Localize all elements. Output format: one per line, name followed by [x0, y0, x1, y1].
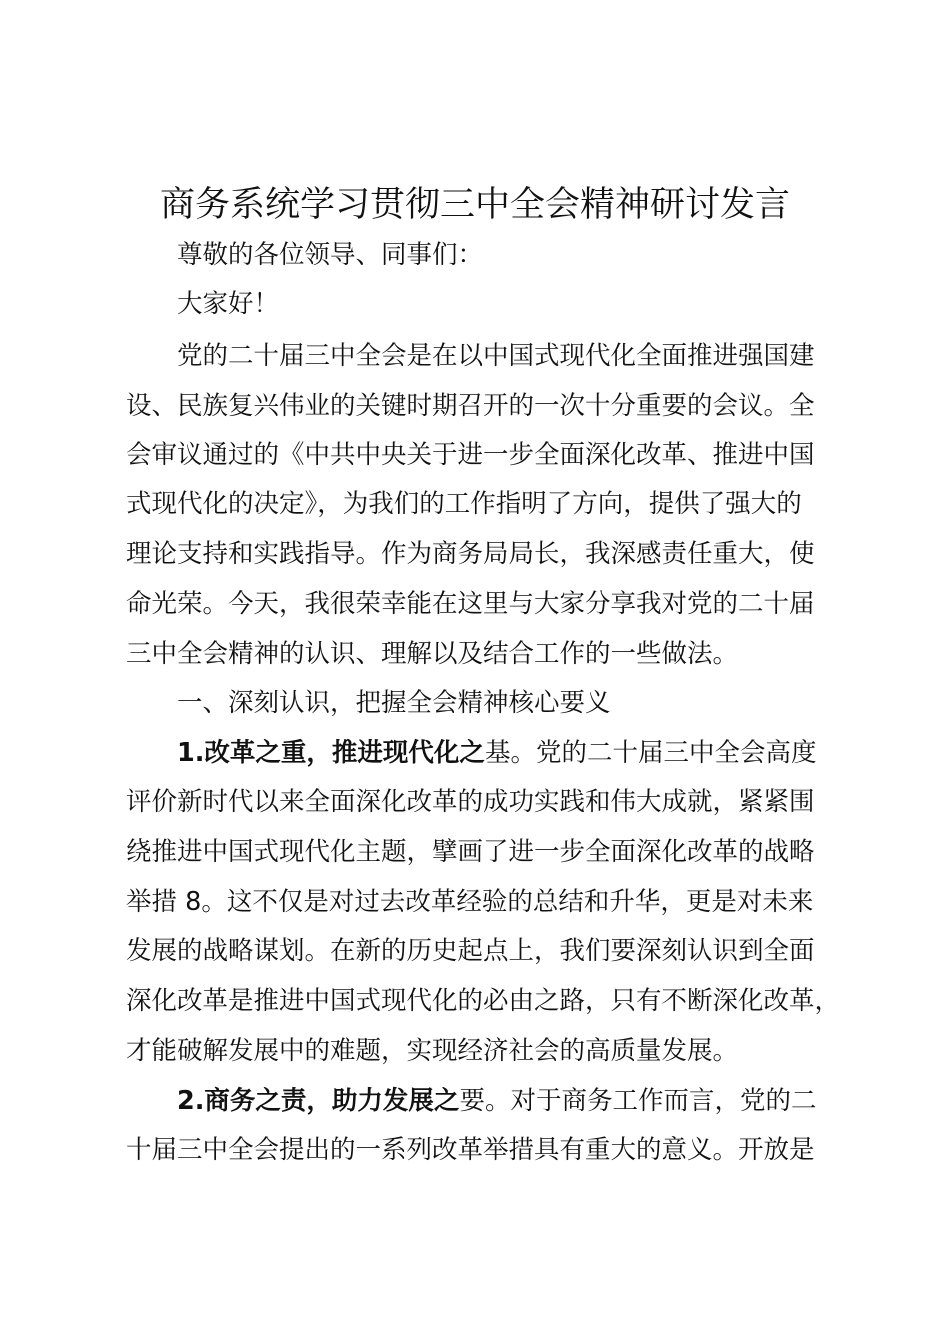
point1-line: 绕推进中国式现代化主题，擘画了进一步全面深化改革的战略	[126, 837, 815, 867]
intro-line: 设、民族复兴伟业的关键时期召开的一次十分重要的会议。全	[126, 391, 815, 421]
intro-line: 理论支持和实践指导。作为商务局局长，我深感责任重大，使	[126, 539, 815, 569]
intro-line: 命光荣。今天，我很荣幸能在这里与大家分享我对党的二十届	[126, 589, 815, 619]
point1-line: 举措 8。这不仅是对过去改革经验的总结和升华，更是对未来	[126, 887, 814, 917]
point2-bold-heading: 2.商务之责，助力发展之	[177, 1086, 460, 1116]
point1-bold-heading: 1.改革之重，推进现代化之	[177, 738, 485, 768]
point2-first-line	[177, 1084, 816, 1118]
salutation: 尊敬的各位领导、同事们：	[177, 240, 484, 270]
point1-line: 深化改革是推进中国式现代化的必由之路，只有不断深化改革，	[126, 986, 841, 1016]
point1-line: 发展的战略谋划。在新的历史起点上，我们要深刻认识到全面	[126, 936, 815, 966]
section-heading: 一、深刻认识，把握全会精神核心要义	[177, 688, 611, 718]
point2-first-text: 要。对于商务工作而言，党的二	[459, 1086, 817, 1116]
greeting: 大家好！	[177, 289, 280, 319]
intro-line: 三中全会精神的认识、理解以及结合工作的一些做法。	[126, 639, 739, 669]
point1-line: 才能破解发展中的难题，实现经济社会的高质量发展。	[126, 1036, 739, 1066]
point2-line: 十届三中全会提出的一系列改革举措具有重大的意义。开放是	[126, 1135, 815, 1165]
point1-first-text: 基。党的二十届三中全会高度	[484, 738, 817, 768]
point1-line: 评价新时代以来全面深化改革的成功实践和伟大成就，紧紧围	[126, 787, 815, 817]
document-title: 商务系统学习贯彻三中全会精神研讨发言	[159, 185, 790, 225]
point1-first-line	[177, 736, 816, 770]
intro-line: 党的二十届三中全会是在以中国式现代化全面推进强国建	[177, 341, 815, 371]
intro-line: 式现代化的决定》，为我们的工作指明了方向，提供了强大的	[126, 489, 802, 519]
intro-line: 会审议通过的《中共中央关于进一步全面深化改革、推进中国	[126, 440, 815, 470]
